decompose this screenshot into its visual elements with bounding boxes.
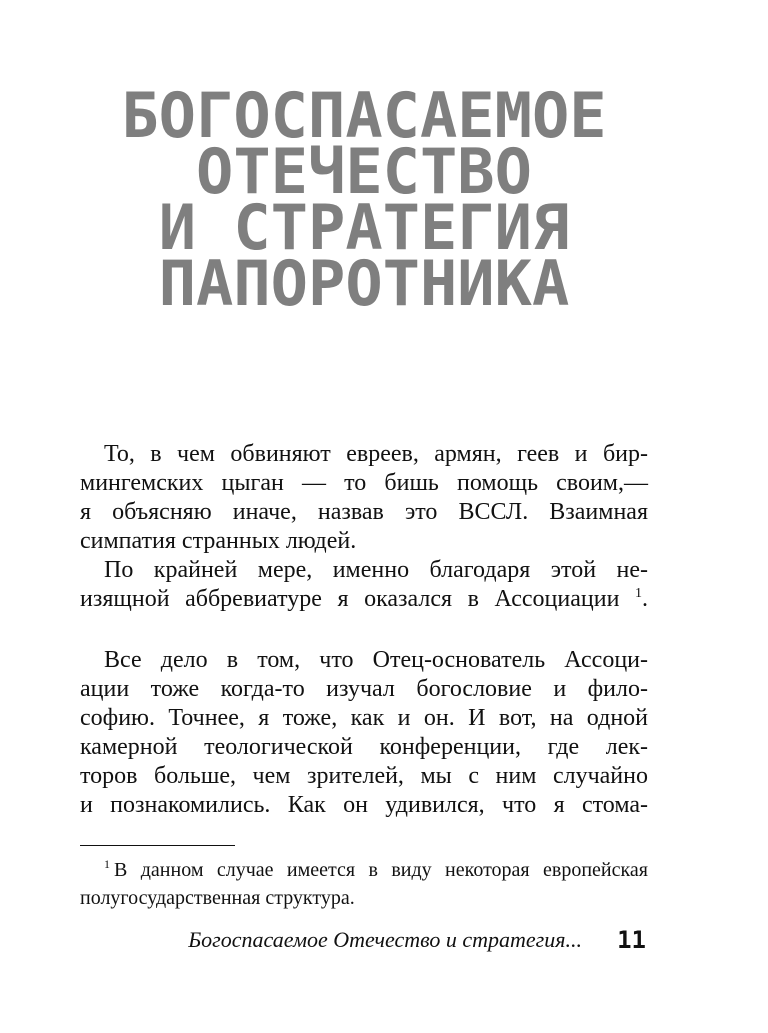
chapter-title-line: И СТРАТЕГИЯ — [158, 191, 570, 264]
text-line: ации тоже когда-то изучал богословие и фило- — [80, 676, 648, 702]
footnote-divider — [80, 845, 235, 846]
text-segment: . — [642, 586, 648, 612]
text-line: торов больше, чем зрителей, мы с ним случайно — [80, 763, 648, 789]
body-text-upper — [80, 440, 648, 614]
text-line: Все дело в том, что Отец-основатель Ассоци- — [104, 647, 648, 673]
text-line: мингемских цыган — то бишь помощь своим,— — [80, 470, 648, 496]
text-line: То, в чем обвиняют евреев, армян, геев и бир- — [104, 441, 648, 467]
text-line: камерной теологической конференции, где лек- — [80, 734, 648, 760]
chapter-title-line: ПАПОРОТНИКА — [158, 247, 570, 320]
page-number: 11 — [617, 926, 646, 954]
text-line: симпатия странных людей. — [80, 528, 357, 554]
text-line: софию. Точнее, я тоже, как и он. И вот, на одной — [80, 705, 648, 731]
chapter-title — [80, 79, 648, 320]
text-line-with-footnote-ref — [80, 585, 648, 614]
text-line: По крайней мере, именно благодаря этой не- — [104, 557, 648, 583]
chapter-title-line: ОТЕЧЕСТВО — [196, 135, 532, 208]
footnote-line: полугосударственная структура. — [80, 887, 355, 909]
chapter-title-line: БОГОСПАСАЕМОЕ — [121, 79, 607, 152]
footnote-marker: 1 — [104, 857, 110, 871]
text-line: и познакомились. Как он удивился, что я стома- — [80, 792, 648, 818]
footnote — [80, 856, 648, 912]
text-line: я объясняю иначе, назвав это ВССЛ. Взаимная — [80, 499, 648, 525]
footnote-reference: 1 — [635, 586, 642, 601]
footnote-line — [80, 856, 648, 884]
body-text-lower — [80, 646, 648, 820]
footnote-text: В данном случае имеется в виду некоторая европейская — [114, 859, 648, 881]
text-segment: изящной аббревиатуре я оказался в Ассоциации — [80, 586, 620, 612]
running-head: Богоспасаемое Отечество и стратегия... — [188, 927, 582, 952]
